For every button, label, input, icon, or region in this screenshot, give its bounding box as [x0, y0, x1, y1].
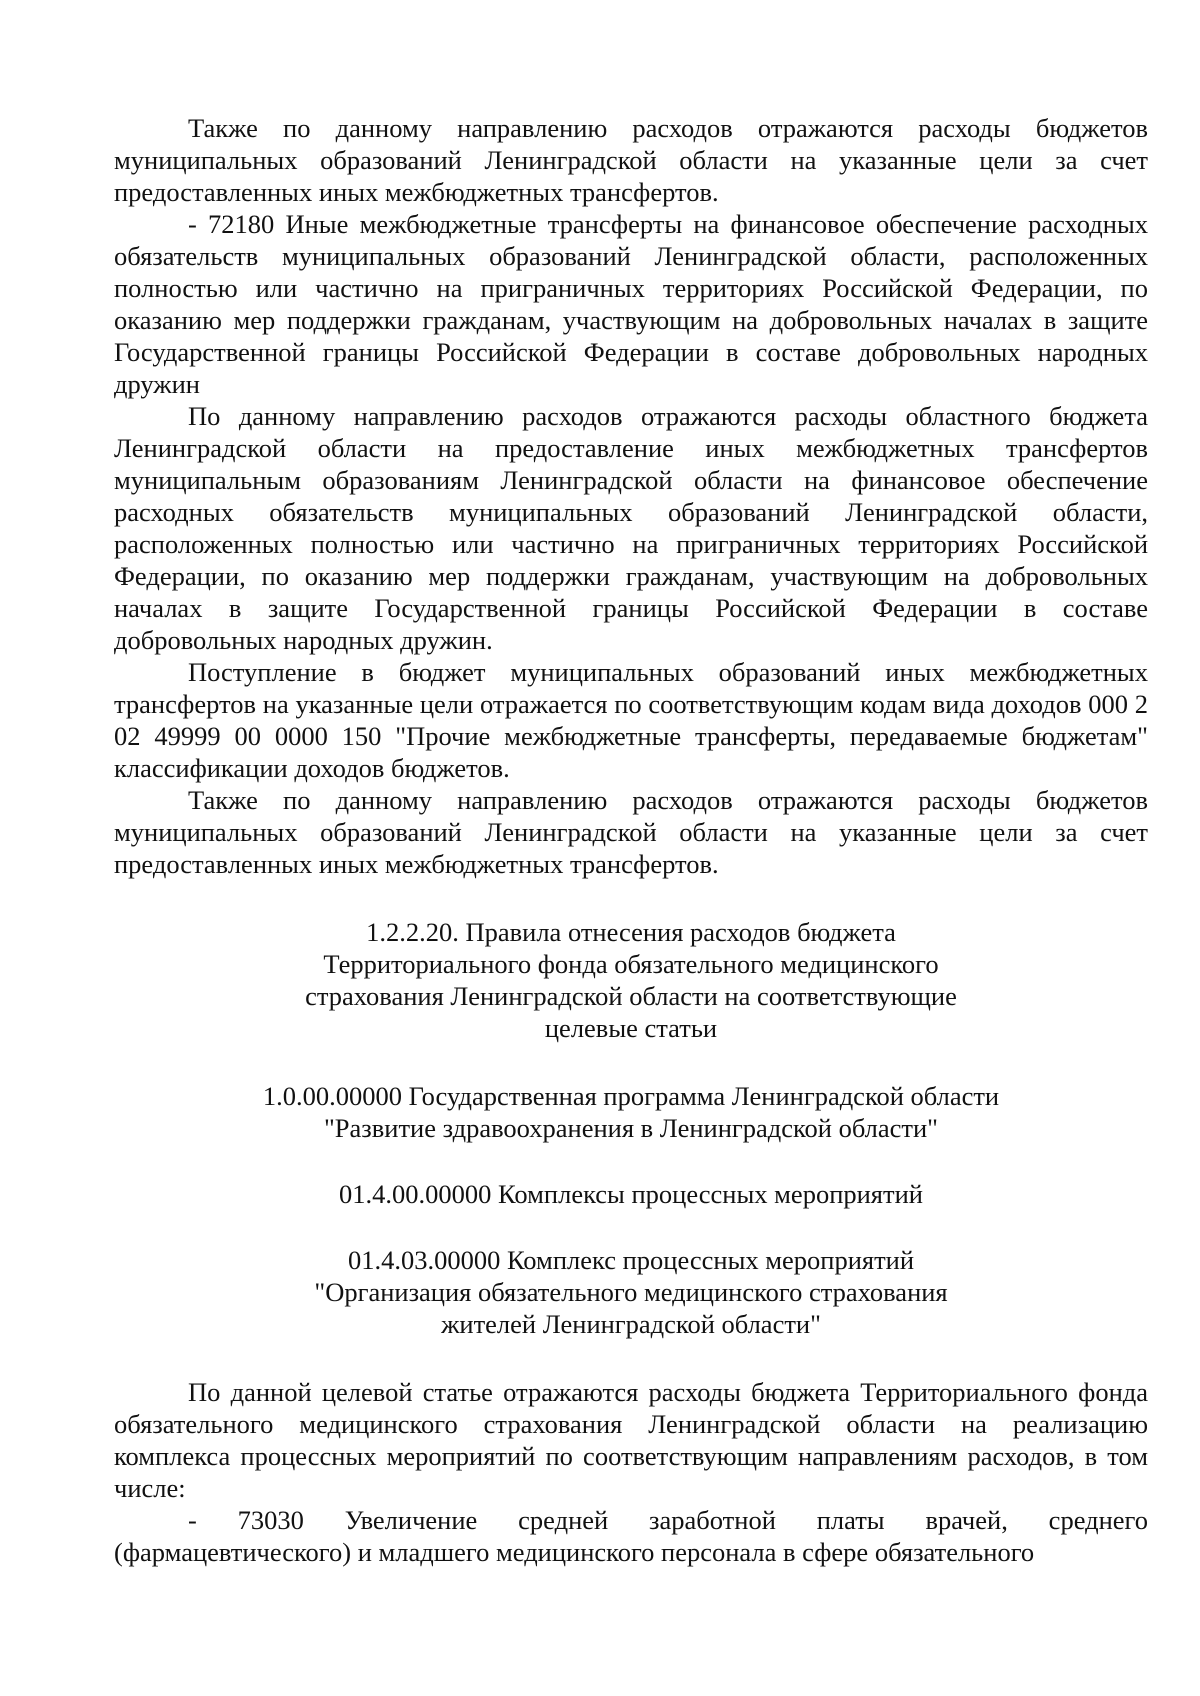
paragraph-income-codes: Поступление в бюджет муниципальных образований иных межбюджетных трансфертов на указанные цели отражается по соответствующим кодам вида доходов 000 2 02 49999 00 0000 150 "Прочие межбюджетные трансферты, передаваемые бюджетам" классификации доходов бюджетов. — [114, 657, 1148, 783]
section-heading: 1.2.2.20. Правила отнесения расходов бюджета Территориального фонда обязательного медицинского страхования Ленинградской области на соответствующие целевые статьи — [305, 917, 957, 1043]
paragraph-budgets-transfers: Также по данному направлению расходов отражаются расходы бюджетов муниципальных образований Ленинградской области на указанные цели за счет предоставленных иных межбюджетных трансфертов. — [114, 113, 1148, 207]
paragraph-73030-item: - 73030 Увеличение средней заработной платы врачей, среднего (фармацевтического) и младшего медицинского персонала в сфере обязательного — [114, 1505, 1148, 1567]
complex-heading: 01.4.03.00000 Комплекс процессных мероприятий "Организация обязательного медицинского страхования жителей Ленинградской области" — [314, 1245, 948, 1339]
program-heading: 1.0.00.00000 Государственная программа Ленинградской области "Развитие здравоохранения в Ленинградской области" — [262, 1081, 1000, 1143]
paragraph-target-article: По данной целевой статье отражаются расходы бюджета Территориального фонда обязательного медицинского страхования Ленинградской области на реализацию комплекса процессных мероприятий по соответствующим направлениям расходов, в том числе: — [114, 1377, 1148, 1503]
paragraph-72180-description: По данному направлению расходов отражаются расходы областного бюджета Ленинградской области на предоставление иных межбюджетных трансфертов муниципальным образованиям Ленинградской области на финансовое обеспечение расходных обязательств муниципальных образований Ленинградской области, расположенных полностью или частично на приграничных территориях Российской Федерации, по оказанию мер поддержки гражданам, участвующим на добровольных началах в защите Государственной границы Российской Федерации в составе добровольных народных дружин. — [114, 401, 1148, 655]
document-page — [114, 112, 1148, 1568]
paragraph-budgets-transfers-repeat: Также по данному направлению расходов отражаются расходы бюджетов муниципальных образований Ленинградской области на указанные цели за счет предоставленных иных межбюджетных трансфертов. — [114, 785, 1148, 879]
complexes-heading: 01.4.00.00000 Комплексы процессных мероприятий — [339, 1179, 923, 1209]
paragraph-72180-item: - 72180 Иные межбюджетные трансферты на финансовое обеспечение расходных обязательств муниципальных образований Ленинградской области, расположенных полностью или частично на приграничных территориях Российской Федерации, по оказанию мер поддержки гражданам, участвующим на добровольных началах в защите Государственной границы Российской Федерации в составе добровольных народных дружин — [114, 209, 1148, 399]
